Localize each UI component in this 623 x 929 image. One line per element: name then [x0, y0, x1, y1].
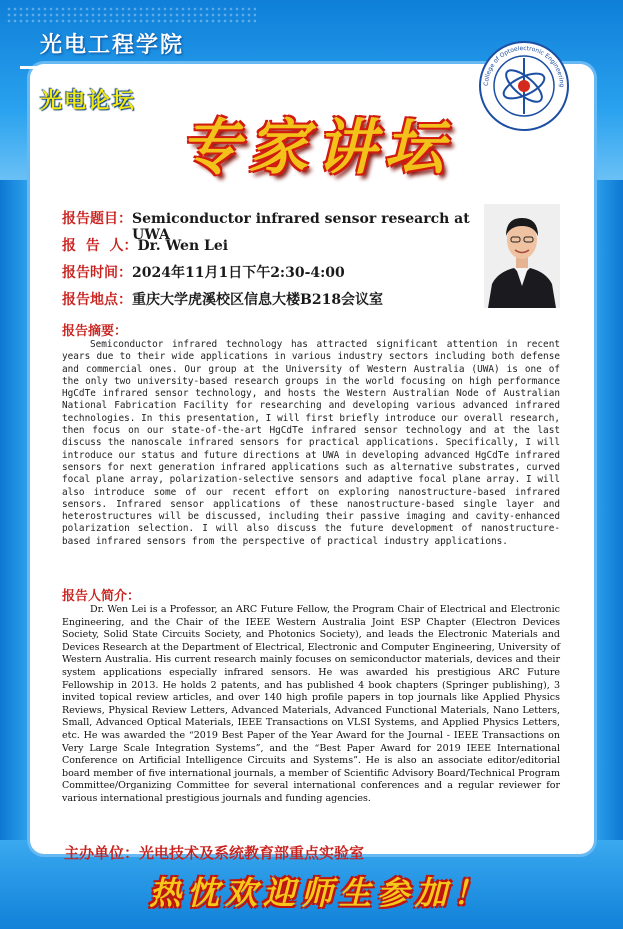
right-border	[593, 180, 623, 860]
speaker-portrait	[484, 204, 560, 308]
abstract-text: Semiconductor infrared technology has attracted significant attention in recent years due to their wide applications in various industry sectors including both defense and commercial ones. Our group at the University of Western Australia (UWA) is one of the only two university-based research groups in the world focusing on high performance HgCdTe infrared sensor technology, and hosts the Western Australian Node of Australian National Fabrication Facility for researching and developing various advanced infrared technologies. In this presentation, I will first briefly introduce our overall research, then focus on our state-of-the-art HgCdTe infrared sensor technology and at the last discuss the nanoscale infrared sensors for practical applications. Specifically, I will introduce our status and future directions at UWA in developing advanced HgCdTe infrared sensors for next generation infrared applications such as alternative substrates, curved focal plane array, polarization-selective sensors and adaptive focal plane array. I will also introduce some of our recent effort on exploring nanostructure-based infrared sensors. Infrared sensor applications of these nanostructure-based single layer and heterostructures will be discussed, including their passive imaging and cavity-enhanced polarization selection. I will also discuss the future development of nanostructure-based infrared sensors from the perspective of practical industry applications.	[62, 339, 560, 547]
title-value: Semiconductor infrared sensor research at UWA	[132, 211, 470, 243]
host-label: 主办单位：	[64, 844, 140, 862]
time-value: 2024年11月1日下午2:30-4:00	[132, 265, 345, 281]
speaker-label: 报 告 人：	[62, 238, 138, 254]
bio-title: 报告人简介：	[62, 589, 141, 604]
logo-text: College of Optoelectronic Engineering	[482, 44, 566, 88]
info-row-title	[62, 208, 482, 243]
info-row-time	[62, 262, 482, 289]
decorative-dots	[6, 6, 256, 24]
college-emblem-icon	[478, 40, 570, 132]
header-underline	[20, 66, 330, 69]
location-value: 重庆大学虎溪校区信息大楼B218会议室	[132, 292, 384, 308]
speaker-value: Dr. Wen Lei	[137, 238, 229, 254]
bio-text: Dr. Wen Lei is a Professor, an ARC Future Fellow, the Program Chair of Electrical and Electronic Engineering, and the Chair of the IEEE Western Australia Joint ESP Chapter (Electron Devices Society, Solid State Circuits Society, and Photonics Society), and leads the Electronic Materials and Devices Research at the Department of Electrical, Electronic and Computer Engineering, University of Western Australia. His current research mainly focuses on semiconductor materials, devices and their system applications especially infrared sensors. He was awarded his prestigious ARC Future Fellowship in 2013. He holds 2 patents, and has published 4 book chapters (Springer publishing), 3 invited topical review articles, and over 140 high profile papers in top journals like Applied Physics Reviews, Physical Review Letters, Advanced Materials, Advanced Functional Materials, Nano Letters, Small, Advanced Optical Materials, IEEE Transactions on VLSI Systems, and Applied Physics Letters, etc. He was awarded the “2019 Best Paper of the Year Award for the Journal - IEEE Transactions on Very Large Scale Integration Systems”, and the “Best Paper Award for 2019 IEEE International Conference on Artificial Intelligence Circuits and Systems”. He is also an associate editor/editorial board member of five international journals, a member of Scientific Advisory Board/Technical Program Committee/Organizing Committee for several international conferences and a regular reviewer for various international prestigious journals and funding agencies.	[62, 604, 560, 804]
forum-name: 光电论坛	[40, 89, 137, 114]
location-label: 报告地点：	[62, 292, 132, 308]
title-label: 报告题目：	[62, 211, 132, 227]
host-value: 光电技术及系统教育部重点实验室	[139, 844, 365, 862]
abstract-title: 报告摘要：	[62, 324, 128, 339]
left-border	[0, 180, 30, 860]
institute-name: 光电工程学院	[40, 33, 185, 58]
time-label: 报告时间：	[62, 265, 132, 281]
poster-headline: 专家讲坛	[180, 113, 452, 183]
info-row-location	[62, 289, 482, 316]
welcome-banner: 热忱欢迎师生参加！	[148, 874, 491, 912]
talk-info	[62, 208, 482, 316]
host-line	[64, 842, 364, 863]
